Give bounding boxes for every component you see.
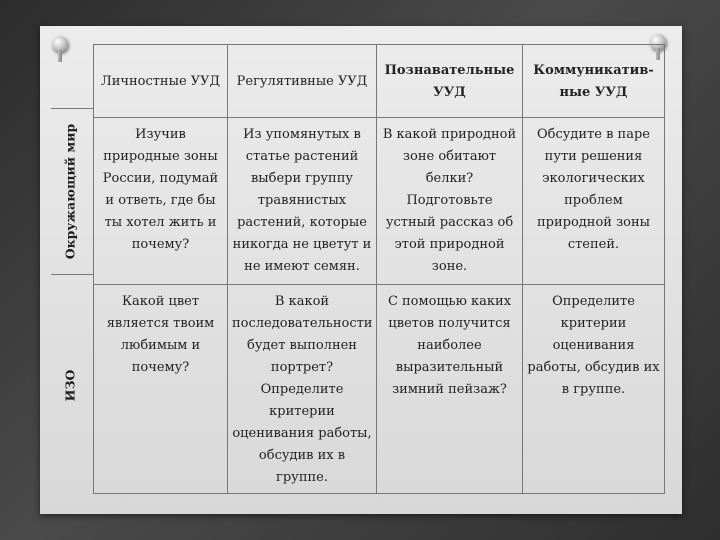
uud-table xyxy=(93,44,665,494)
table-row xyxy=(94,285,665,494)
column-header-communicative: Коммуникатив-ные УУД xyxy=(523,45,665,118)
column-header-personal: Личностные УУД xyxy=(94,45,228,118)
row-label-environment: Окружающий мир xyxy=(62,123,78,259)
table-cell: С помощью каких цветов получится наиболее выразительный зимний пейзаж? xyxy=(377,285,523,494)
header-divider xyxy=(51,108,93,109)
pushpin-icon xyxy=(52,36,68,52)
table-cell: Обсудите в паре пути решения экологических проблем природной зоны степей. xyxy=(523,118,665,285)
table-cell: Какой цвет является твоим любимым и почему? xyxy=(94,285,228,494)
column-header-regulatory: Регулятивные УУД xyxy=(228,45,377,118)
table-header-row xyxy=(94,45,665,118)
table-cell: Определите критерии оценивания работы, обсудив их в группе. xyxy=(523,285,665,494)
column-header-cognitive: Познавательные УУД xyxy=(377,45,523,118)
table-cell: Изучив природные зоны России, подумай и ответь, где бы ты хотел жить и почему? xyxy=(94,118,228,285)
table-cell: В какой природной зоне обитают белки? Подготовьте устный рассказ об этой природной зоне. xyxy=(377,118,523,285)
row-divider xyxy=(51,274,93,275)
table-cell: В какой последовательности будет выполнен портрет? Определите критерии оценивания работы, обсудив их в группе. xyxy=(228,285,377,494)
table-cell: Из упомянутых в статье растений выбери группу травянистых растений, которые никогда не цветут и не имеют семян. xyxy=(228,118,377,285)
row-label-art: ИЗО xyxy=(62,369,78,401)
table-row xyxy=(94,118,665,285)
